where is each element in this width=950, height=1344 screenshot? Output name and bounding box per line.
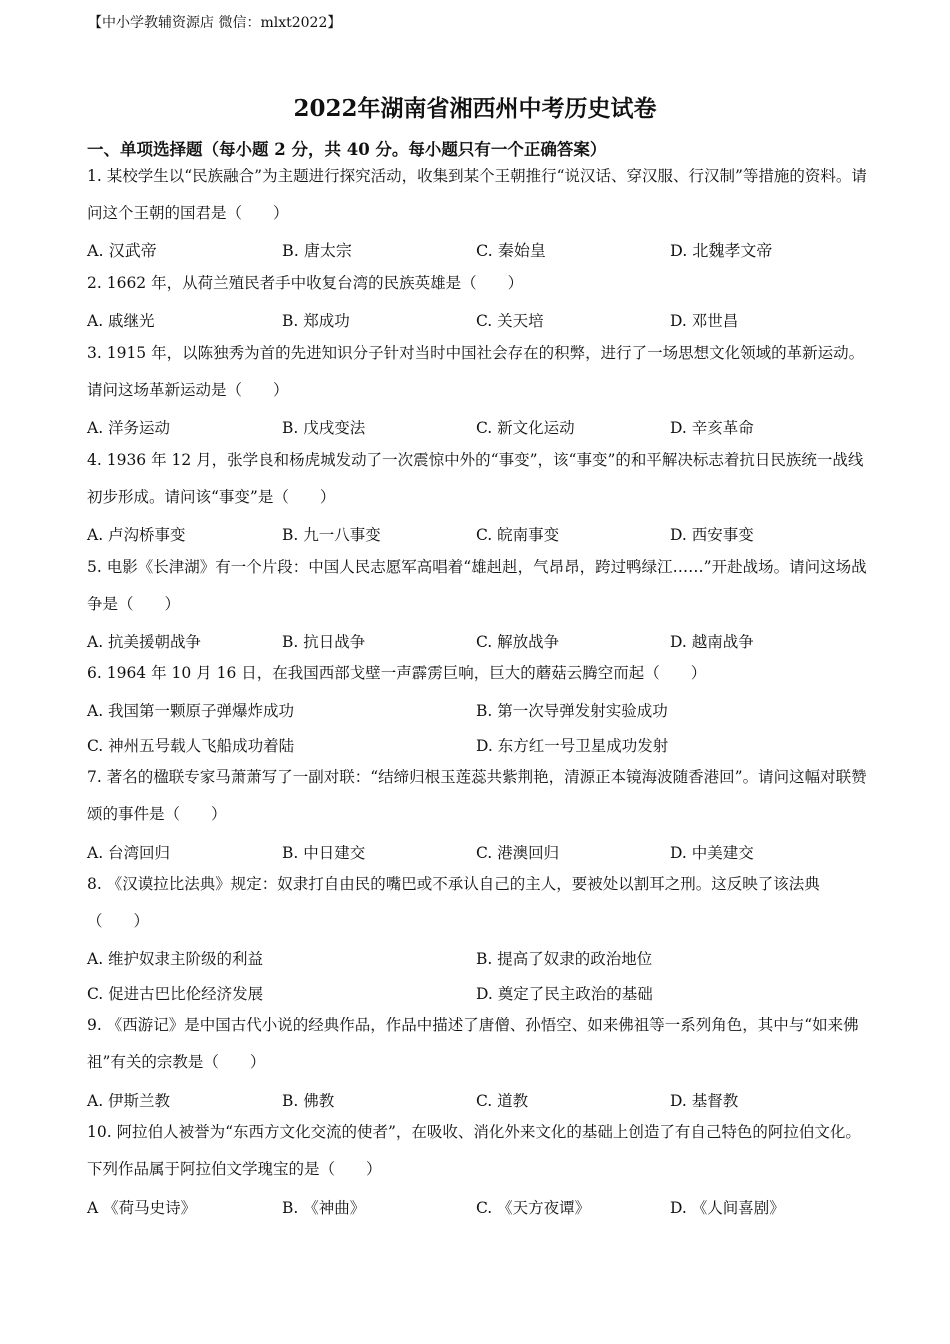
option-c[interactable]: C. 道教 [476, 1092, 529, 1110]
question-9: 9. 《西游记》是中国古代小说的经典作品，作品中描述了唐僧、孙悟空、如来佛祖等一系列角色，其中与“如来佛祖”有关的宗教是（ ） [87, 1016, 859, 1071]
option-d[interactable]: D. 辛亥革命 [670, 419, 754, 437]
header-note: 【中小学教辅资源店 微信：mlxt2022】 [88, 15, 342, 31]
section-heading: 一、单项选择题（每小题 2 分，共 40 分。每小题只有一个正确答案） [87, 140, 607, 159]
option-d[interactable]: D. 邓世昌 [670, 312, 739, 330]
option-a[interactable]: A 《荷马史诗》 [87, 1199, 197, 1217]
option-b[interactable]: B. 唐太宗 [282, 241, 352, 260]
option-d[interactable]: D. 奠定了民主政治的基础 [476, 985, 653, 1003]
option-a[interactable]: A. 维护奴隶主阶级的利益 [87, 950, 264, 968]
option-a[interactable]: A. 汉武帝 [87, 241, 157, 260]
question-8: 8. 《汉谟拉比法典》规定：奴隶打自由民的嘴巴或不承认自己的主人，要被处以割耳之刑。这反映了该法典（ ） [87, 875, 820, 930]
option-c[interactable]: C. 新文化运动 [476, 419, 575, 437]
question-1: 1. 某校学生以“民族融合”为主题进行探究活动，收集到某个王朝推行“说汉话、穿汉服、行汉制”等措施的资料。请问这个王朝的国君是（ ） [87, 167, 867, 222]
option-c[interactable]: C. 秦始皇 [476, 241, 546, 260]
options-10 [87, 1196, 867, 1226]
options-8-row-1 [87, 947, 867, 977]
option-a[interactable]: A. 卢沟桥事变 [87, 526, 186, 544]
page-title: 2022年湖南省湘西州中考历史试卷 [293, 95, 657, 122]
option-d[interactable]: D. 西安事变 [670, 526, 754, 544]
question-2: 2. 1662 年，从荷兰殖民者手中收复台湾的民族英雄是（ ） [87, 274, 524, 292]
option-a[interactable]: A. 抗美援朝战争 [87, 633, 202, 651]
option-d[interactable]: D. 《人间喜剧》 [670, 1199, 785, 1217]
question-7: 7. 著名的楹联专家马萧萧写了一副对联：“结缔归根玉莲蕊共紫荆艳，清源正本镜海波随香港回”。请问这幅对联赞颂的事件是（ ） [87, 768, 867, 823]
question-10: 10. 阿拉伯人被誉为“东西方文化交流的使者”，在吸收、消化外来文化的基础上创造了有自己特色的阿拉伯文化。下列作品属于阿拉伯文学瑰宝的是（ ） [87, 1123, 861, 1178]
options-6-row-1 [87, 699, 867, 729]
option-c[interactable]: C. 促进古巴比伦经济发展 [87, 985, 264, 1003]
option-b[interactable]: B. 提高了奴隶的政治地位 [476, 950, 653, 968]
option-b[interactable]: B. 中日建交 [282, 844, 366, 862]
option-b[interactable]: B. 郑成功 [282, 312, 350, 330]
option-b[interactable]: B. 《神曲》 [282, 1199, 366, 1217]
option-d[interactable]: D. 北魏孝文帝 [670, 241, 773, 260]
option-a[interactable]: A. 戚继光 [87, 312, 155, 330]
option-d[interactable]: D. 东方红一号卫星成功发射 [476, 737, 669, 755]
option-a[interactable]: A. 伊斯兰教 [87, 1092, 171, 1110]
option-b[interactable]: B. 第一次导弹发射实验成功 [476, 702, 668, 720]
option-d[interactable]: D. 越南战争 [670, 633, 754, 651]
option-c[interactable]: C. 港澳回归 [476, 844, 560, 862]
option-b[interactable]: B. 戊戌变法 [282, 419, 366, 437]
options-1 [87, 238, 867, 268]
option-a[interactable]: A. 我国第一颗原子弹爆炸成功 [87, 702, 295, 720]
option-a[interactable]: A. 洋务运动 [87, 419, 171, 437]
option-d[interactable]: D. 基督教 [670, 1092, 739, 1110]
question-6: 6. 1964 年 10 月 16 日，在我国西部戈壁一声霹雳巨响，巨大的蘑菇云腾空而起（ ） [87, 664, 707, 682]
option-c[interactable]: C. 关天培 [476, 312, 544, 330]
question-5: 5. 电影《长津湖》有一个片段：中国人民志愿军高唱着“雄赳赳，气昂昂，跨过鸭绿江……”开赴战场。请问这场战争是（ ） [87, 558, 867, 613]
option-c[interactable]: C. 神州五号载人飞船成功着陆 [87, 737, 295, 755]
option-b[interactable]: B. 佛教 [282, 1092, 335, 1110]
question-4: 4. 1936 年 12 月，张学良和杨虎城发动了一次震惊中外的“事变”，该“事变”的和平解决标志着抗日民族统一战线初步形成。请问该“事变”是（ ） [87, 451, 864, 506]
option-a[interactable]: A. 台湾回归 [87, 844, 171, 862]
question-3: 3. 1915 年，以陈独秀为首的先进知识分子针对当时中国社会存在的积弊，进行了一场思想文化领域的革新运动。请问这场革新运动是（ ） [87, 344, 865, 399]
option-b[interactable]: B. 九一八事变 [282, 526, 381, 544]
option-c[interactable]: C. 解放战争 [476, 633, 560, 651]
option-b[interactable]: B. 抗日战争 [282, 633, 366, 651]
option-c[interactable]: C. 《天方夜谭》 [476, 1199, 591, 1217]
option-d[interactable]: D. 中美建交 [670, 844, 754, 862]
option-c[interactable]: C. 皖南事变 [476, 526, 560, 544]
